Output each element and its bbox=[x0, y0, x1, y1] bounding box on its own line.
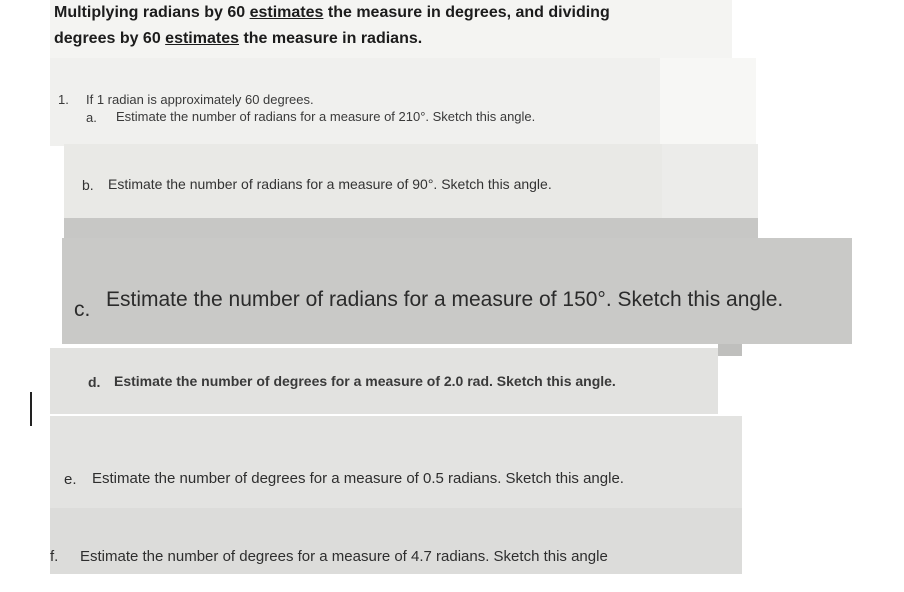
header-line-2 bbox=[54, 30, 422, 48]
part-b-strip bbox=[64, 144, 662, 218]
part-e-strip bbox=[50, 416, 742, 508]
header-line-1 bbox=[54, 4, 610, 22]
photo-fragment-top bbox=[64, 218, 758, 238]
header-line-2-end: the measure in radians. bbox=[239, 30, 423, 47]
part-f-label: f. bbox=[50, 548, 59, 565]
part-c-text: Estimate the number of radians for a measure of 150°. Sketch this angle. bbox=[106, 288, 784, 311]
header-line-2-start: degrees by 60 bbox=[54, 30, 166, 47]
problem-intro: If 1 radian is approximately 60 degrees. bbox=[86, 92, 314, 107]
problem-1-strip bbox=[50, 58, 756, 146]
part-f-text: Estimate the number of degrees for a measure of 4.7 radians. Sketch this angle bbox=[80, 548, 608, 565]
header-line-1-end: the measure in degrees, and dividing bbox=[323, 4, 610, 21]
part-c-strip bbox=[62, 238, 852, 344]
part-b-label: b. bbox=[82, 177, 94, 193]
header-line-1-start: Multiplying radians by 60 bbox=[54, 4, 250, 21]
part-f-strip bbox=[50, 508, 742, 574]
part-d-text: Estimate the number of degrees for a measure of 2.0 rad. Sketch this angle. bbox=[114, 373, 616, 389]
part-a-text: Estimate the number of radians for a measure of 210°. Sketch this angle. bbox=[116, 109, 536, 124]
header-line-2-underlined: estimates bbox=[165, 30, 239, 47]
part-e-label: e. bbox=[64, 471, 77, 488]
part-a-label: a. bbox=[86, 110, 97, 125]
text-cursor bbox=[30, 392, 32, 426]
part-c-label: c. bbox=[74, 298, 91, 321]
header-line-1-underlined: estimates bbox=[249, 4, 324, 21]
photo-fragment-edge bbox=[718, 344, 742, 356]
problem-number: 1. bbox=[58, 92, 69, 107]
part-d-strip bbox=[50, 348, 718, 414]
header-strip bbox=[50, 0, 732, 58]
part-e-text: Estimate the number of degrees for a measure of 0.5 radians. Sketch this angle. bbox=[92, 470, 624, 487]
part-b-text: Estimate the number of radians for a measure of 90°. Sketch this angle. bbox=[108, 176, 552, 192]
part-d-label: d. bbox=[88, 374, 101, 390]
